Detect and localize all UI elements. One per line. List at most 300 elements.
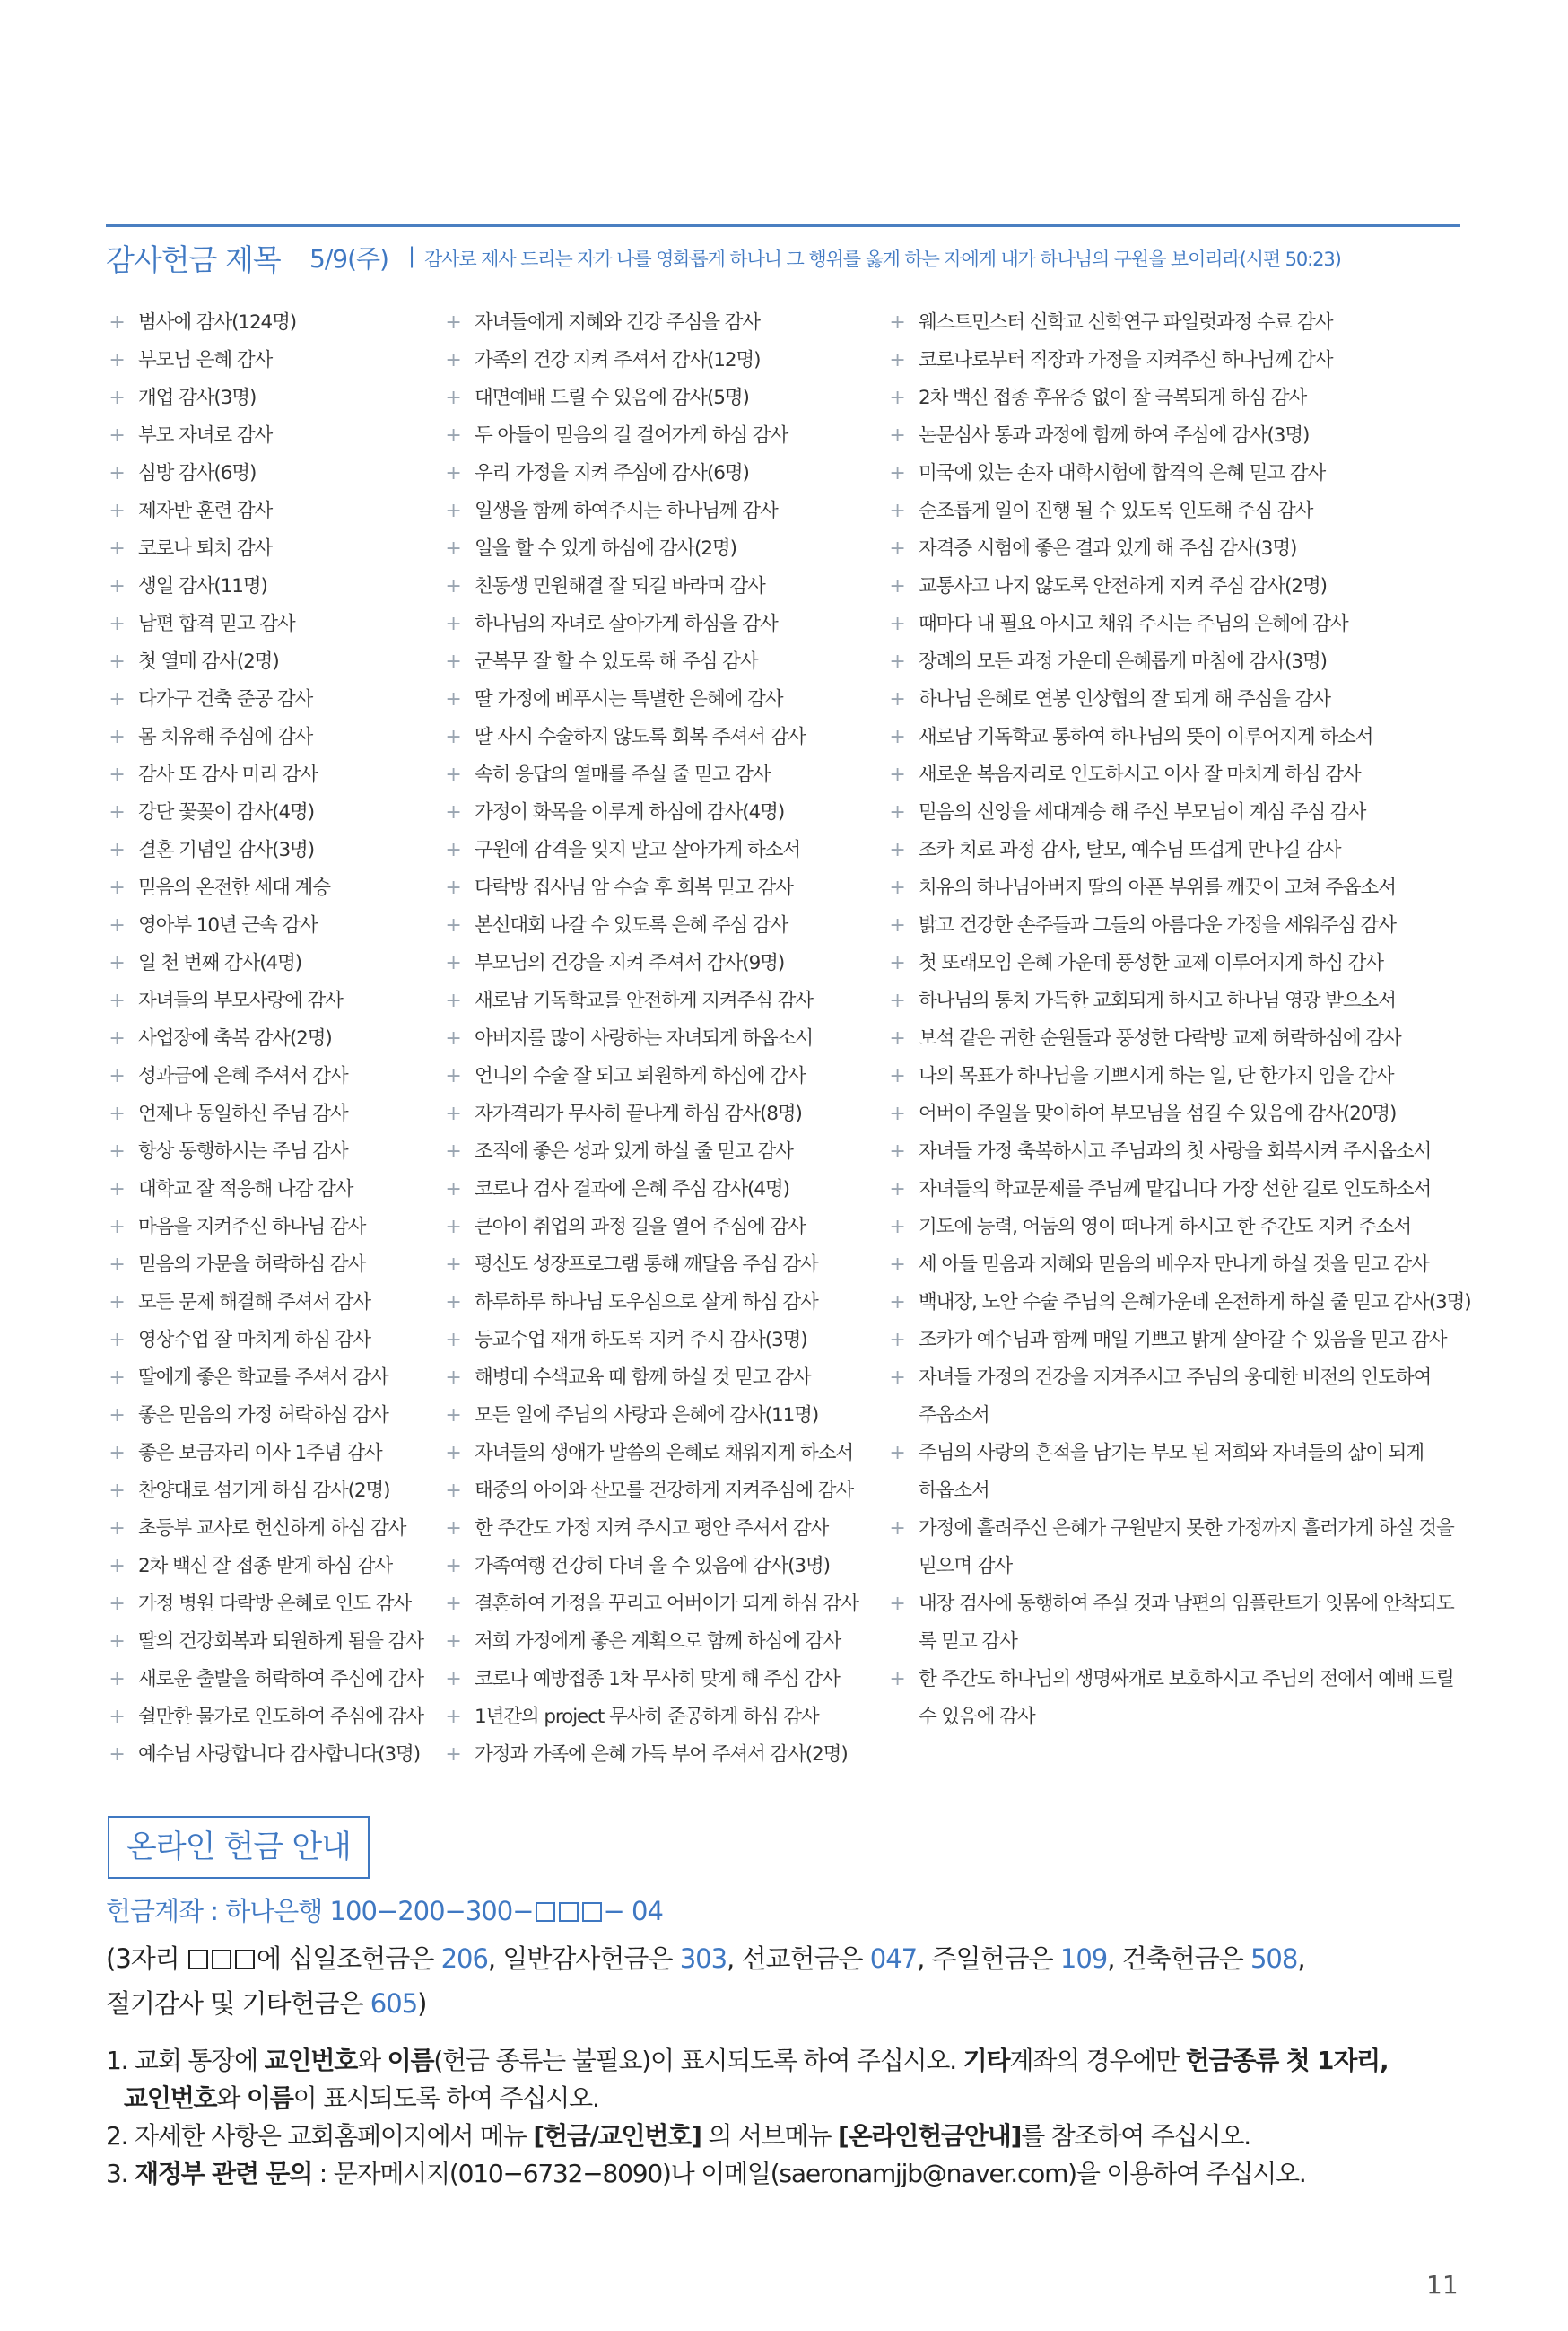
plus-bullet-icon: +	[445, 650, 461, 673]
plus-bullet-icon: +	[889, 424, 905, 447]
plus-bullet-icon: +	[889, 1140, 905, 1163]
thanks-item-text: 코로나 예방접종 1차 무사히 맞게 해 주심 감사	[475, 1668, 840, 1690]
plus-bullet-icon: +	[445, 1140, 461, 1163]
plus-bullet-icon: +	[109, 349, 125, 371]
thanks-item-text: 감사 또 감사 미리 감사	[138, 764, 318, 786]
plus-bullet-icon: +	[889, 1366, 905, 1389]
thanks-item	[106, 417, 438, 455]
plus-bullet-icon: +	[445, 537, 461, 560]
plus-bullet-icon: +	[889, 764, 905, 786]
thanks-item	[886, 794, 1469, 832]
thanks-item-text: 몸 치유해 주심에 감사	[138, 726, 313, 748]
plus-bullet-icon: +	[109, 1291, 125, 1314]
plus-bullet-icon: +	[109, 1555, 125, 1577]
plus-bullet-icon: +	[445, 349, 461, 371]
plus-bullet-icon: +	[109, 1668, 125, 1690]
plus-bullet-icon: +	[109, 914, 125, 937]
thanks-item	[886, 530, 1469, 568]
placeholder-box	[536, 1902, 555, 1922]
thanks-item-text: 부모 자녀로 감사	[138, 424, 273, 447]
thanks-item	[106, 1623, 438, 1661]
plus-bullet-icon: +	[445, 1668, 461, 1690]
plus-bullet-icon: +	[889, 1253, 905, 1276]
thanks-item	[442, 1397, 882, 1435]
thanks-item-text: 좋은 보금자리 이사 1주념 감사	[138, 1442, 382, 1464]
thanks-item-text: 하루하루 하나님 도우심으로 살게 하심 감사	[475, 1291, 818, 1314]
thanks-item-text: 믿으며 감사	[919, 1555, 1013, 1577]
thanks-item	[886, 455, 1469, 493]
thanks-item-text: 딸에게 좋은 학교를 주셔서 감사	[138, 1366, 388, 1389]
plus-bullet-icon: +	[445, 990, 461, 1012]
plus-bullet-icon: +	[889, 1593, 905, 1615]
plus-bullet-icon: +	[445, 839, 461, 861]
thanks-item-text: 2차 백신 접종 후유증 없이 잘 극복되게 하심 감사	[919, 387, 1307, 409]
plus-bullet-icon: +	[109, 1140, 125, 1163]
thanks-item-text: 가정 병원 다락방 은혜로 인도 감사	[138, 1593, 412, 1615]
thanks-item	[106, 681, 438, 719]
thanks-item	[442, 907, 882, 945]
plus-bullet-icon: +	[445, 1517, 461, 1540]
thanks-item-text: 가족여행 건강히 다녀 올 수 있음에 감사(3명)	[475, 1555, 830, 1577]
thanks-item	[442, 1736, 882, 1774]
plus-bullet-icon: +	[445, 1366, 461, 1389]
plus-bullet-icon: +	[889, 613, 905, 635]
thanks-item	[886, 1359, 1469, 1435]
plus-bullet-icon: +	[109, 952, 125, 974]
thanks-item	[442, 304, 882, 342]
thanks-item-text: 코로나 퇴치 감사	[138, 537, 273, 560]
plus-bullet-icon: +	[109, 387, 125, 409]
plus-bullet-icon: +	[109, 1027, 125, 1050]
thanks-item	[442, 380, 882, 417]
thanks-item-text: 주옵소서	[919, 1404, 989, 1427]
thanks-item	[106, 1698, 438, 1736]
thanks-item-text: 남편 합격 믿고 감사	[138, 613, 295, 635]
plus-bullet-icon: +	[889, 349, 905, 371]
thanks-item-text: 딸 가정에 베푸시는 특별한 은혜에 감사	[475, 688, 783, 711]
thanks-item-text: 수 있음에 감사	[919, 1706, 1035, 1728]
note-bold: 재정부 관련 문의	[135, 2159, 313, 2188]
thanks-item	[886, 1510, 1469, 1585]
thanks-item-text: 가정에 흘려주신 은혜가 구원받지 못한 가정까지 흘러가게 하실 것을	[919, 1517, 1454, 1540]
thanks-item-text: 새로남 기독학교를 안전하게 지켜주심 감사	[475, 990, 813, 1012]
thanks-item	[442, 1058, 882, 1096]
plus-bullet-icon: +	[109, 1442, 125, 1464]
plus-bullet-icon: +	[445, 1065, 461, 1087]
sunday-code: 109	[1059, 1943, 1108, 1974]
plus-bullet-icon: +	[445, 1329, 461, 1351]
thanks-item	[106, 530, 438, 568]
plus-bullet-icon: +	[445, 688, 461, 711]
thanks-item-text: 조카가 예수님과 함께 매일 기쁘고 밝게 살아갈 수 있음을 믿고 감사	[919, 1329, 1447, 1351]
thanks-item-text: 조직에 좋은 성과 있게 하실 줄 믿고 감사	[475, 1140, 793, 1163]
plus-bullet-icon: +	[109, 688, 125, 711]
thanks-item-text: 해병대 수색교육 때 함께 하실 것 믿고 감사	[475, 1366, 811, 1389]
note-text: 계좌의 경우에만	[1009, 2046, 1186, 2075]
thanks-item	[886, 1171, 1469, 1209]
tithe-code: 206	[440, 1943, 488, 1974]
thanks-item-text: 다락방 집사님 암 수술 후 회복 믿고 감사	[475, 877, 793, 899]
plus-bullet-icon: +	[889, 990, 905, 1012]
offering-codes	[106, 1936, 1469, 2026]
plus-bullet-icon: +	[109, 311, 125, 334]
plus-bullet-icon: +	[445, 613, 461, 635]
plus-bullet-icon: +	[445, 1103, 461, 1125]
account-suffix: − 04	[603, 1896, 663, 1926]
plus-bullet-icon: +	[445, 1743, 461, 1766]
thanks-item-text: 미국에 있는 손자 대학시험에 합격의 은혜 믿고 감사	[919, 462, 1326, 485]
note-bold: 기타	[963, 2046, 1010, 2075]
thanks-item	[886, 1020, 1469, 1058]
thanks-item-text: 자녀들에게 지혜와 건강 주심을 감사	[475, 311, 760, 334]
plus-bullet-icon: +	[445, 500, 461, 522]
plus-bullet-icon: +	[109, 764, 125, 786]
plus-bullet-icon: +	[889, 839, 905, 861]
codes-text: , 주일헌금은	[917, 1943, 1060, 1974]
thanks-item-text: 자녀들의 생애가 말씀의 은혜로 채워지게 하소서	[475, 1442, 854, 1464]
placeholder-box	[582, 1902, 602, 1922]
plus-bullet-icon: +	[109, 613, 125, 635]
thanks-item	[886, 1322, 1469, 1359]
note-text: 를 참조하여 주십시오.	[1021, 2121, 1250, 2151]
plus-bullet-icon: +	[109, 1630, 125, 1653]
plus-bullet-icon: +	[889, 575, 905, 598]
plus-bullet-icon: +	[109, 1706, 125, 1728]
thanks-item	[886, 1209, 1469, 1246]
thanks-item-text: 조카 치료 과정 감사, 탈모, 예수님 뜨겁게 만나길 감사	[919, 839, 1341, 861]
thanks-item	[442, 945, 882, 982]
thanks-item-text: 일 천 번째 감사(4명)	[138, 952, 302, 974]
thanks-item-text: 저희 가정에게 좋은 계획으로 함께 하심에 감사	[475, 1630, 841, 1653]
plus-bullet-icon: +	[889, 952, 905, 974]
thanks-item-text: 밝고 건강한 손주들과 그들의 아름다운 가정을 세워주심 감사	[919, 914, 1396, 937]
thanks-item-text: 코로나 검사 결과에 은혜 주심 감사(4명)	[475, 1178, 789, 1200]
plus-bullet-icon: +	[445, 1593, 461, 1615]
plus-bullet-icon: +	[445, 1404, 461, 1427]
thanks-item-text: 언제나 동일하신 주님 감사	[138, 1103, 348, 1125]
thanks-item-text: 아버지를 많이 사랑하는 자녀되게 하옵소서	[475, 1027, 813, 1050]
plus-bullet-icon: +	[109, 1253, 125, 1276]
thanks-item-text: 믿음의 신앙을 세대계승 해 주신 부모님이 계심 주심 감사	[919, 801, 1366, 824]
thanks-item	[442, 869, 882, 907]
thanks-item-text: 마음을 지켜주신 하나님 감사	[138, 1216, 366, 1238]
thanks-item-text: 첫 열매 감사(2명)	[138, 650, 279, 673]
thanks-item	[886, 380, 1469, 417]
header-separator: |	[408, 243, 416, 268]
thanks-item	[106, 493, 438, 530]
thanks-item-text: 논문심사 통과 과정에 함께 하여 주심에 감사(3명)	[919, 424, 1310, 447]
plus-bullet-icon: +	[445, 1480, 461, 1502]
thanks-code: 303	[679, 1943, 727, 1974]
thanks-item-text: 평신도 성장프로그램 통해 깨달음 주심 감사	[475, 1253, 818, 1276]
thanks-item-text: 쉴만한 물가로 인도하여 주심에 감사	[138, 1706, 423, 1728]
thanks-item	[106, 1359, 438, 1397]
thanks-item-text: 자녀들의 학교문제를 주님께 맡깁니다 가장 선한 길로 인도하소서	[919, 1178, 1432, 1200]
thanks-item-text: 교통사고 나지 않도록 안전하게 지켜 주심 감사(2명)	[919, 575, 1327, 598]
thanks-item	[442, 982, 882, 1020]
plus-bullet-icon: +	[889, 311, 905, 334]
plus-bullet-icon: +	[109, 1329, 125, 1351]
scripture-verse: 감사로 제사 드리는 자가 나를 영화롭게 하나니 그 행위를 옳게 하는 자에게 내가 하나님의 구원을 보이리라(시편 50:23)	[424, 249, 1341, 270]
section-date: 5/9(주)	[309, 244, 388, 274]
thanks-item	[442, 1209, 882, 1246]
thanks-item	[886, 1585, 1469, 1661]
thanks-item-text: 대면예배 드릴 수 있음에 감사(5명)	[475, 387, 749, 409]
note-text: 와	[216, 2083, 247, 2113]
note-2	[106, 2117, 1469, 2155]
plus-bullet-icon: +	[889, 1291, 905, 1314]
thanks-item-text: 장례의 모든 과정 가운데 은혜롭게 마침에 감사(3명)	[919, 650, 1327, 673]
thanks-item	[442, 530, 882, 568]
plus-bullet-icon: +	[109, 990, 125, 1012]
placeholder-box	[559, 1902, 579, 1922]
thanks-item	[442, 1435, 882, 1472]
thanks-item	[886, 606, 1469, 643]
thanks-item	[886, 719, 1469, 756]
note-bold: [헌금/교인번호]	[533, 2121, 701, 2151]
thanks-item	[886, 1661, 1469, 1736]
note-bold: 교인번호	[124, 2083, 217, 2113]
thanks-item-text: 코로나로부터 직장과 가정을 지켜주신 하나님께 감사	[919, 349, 1333, 371]
plus-bullet-icon: +	[889, 500, 905, 522]
thanks-item	[106, 756, 438, 794]
plus-bullet-icon: +	[889, 1329, 905, 1351]
thanks-item	[442, 1020, 882, 1058]
plus-bullet-icon: +	[445, 462, 461, 485]
plus-bullet-icon: +	[445, 1706, 461, 1728]
thanks-item	[886, 982, 1469, 1020]
note-text: : 문자메시지(010−6732−8090)나 이메일(saeronamjjb@naver.com)을 이용하여 주십시오.	[312, 2159, 1306, 2188]
thanks-item	[442, 1472, 882, 1510]
thanks-item-text: 대학교 잘 적응해 나감 감사	[138, 1178, 353, 1200]
plus-bullet-icon: +	[109, 500, 125, 522]
plus-bullet-icon: +	[889, 650, 905, 673]
thanks-item-text: 자가격리가 무사히 끝나게 하심 감사(8명)	[475, 1103, 802, 1125]
thanks-item	[106, 1661, 438, 1698]
thanks-item-text: 결혼 기념일 감사(3명)	[138, 839, 314, 861]
thanks-item	[442, 1585, 882, 1623]
mission-code: 047	[869, 1943, 918, 1974]
thanks-item-text: 2차 백신 잘 접종 받게 하심 감사	[138, 1555, 393, 1577]
thanks-item	[886, 907, 1469, 945]
account-line	[106, 1891, 663, 1928]
thanks-item-text: 제자반 훈련 감사	[138, 500, 273, 522]
thanks-item-text: 초등부 교사로 헌신하게 하심 감사	[138, 1517, 406, 1540]
thanks-item	[106, 1435, 438, 1472]
thanks-item-text: 내장 검사에 동행하여 주실 것과 남편의 임플란트가 잇몸에 안착되도	[919, 1593, 1454, 1615]
thanks-item-text: 순조롭게 일이 진행 될 수 있도록 인도해 주심 감사	[919, 500, 1313, 522]
thanks-item-text: 개업 감사(3명)	[138, 387, 257, 409]
thanks-item	[442, 832, 882, 869]
section-title: 감사헌금 제목	[106, 242, 281, 277]
plus-bullet-icon: +	[109, 801, 125, 824]
thanks-item-text: 항상 동행하시는 주님 감사	[138, 1140, 348, 1163]
plus-bullet-icon: +	[445, 1216, 461, 1238]
thanks-item-text: 모든 문제 해결해 주셔서 감사	[138, 1291, 370, 1314]
thanks-item-text: 결혼하여 가정을 꾸리고 어버이가 되게 하심 감사	[475, 1593, 858, 1615]
thanks-item-text: 사업장에 축복 감사(2명)	[138, 1027, 332, 1050]
codes-text: (3자리	[106, 1943, 187, 1974]
note-bold: 헌금종류 첫 1자리,	[1185, 2046, 1389, 2075]
thanks-item-text: 하나님 은혜로 연봉 인상협의 잘 되게 해 주심을 감사	[919, 688, 1330, 711]
thanks-column-3	[886, 304, 1469, 1736]
thanks-item	[106, 643, 438, 681]
thanks-item-text: 한 주간도 가정 지켜 주시고 평안 주셔서 감사	[475, 1517, 829, 1540]
note-text: 3.	[106, 2159, 135, 2188]
thanks-item-text: 자격증 시험에 좋은 결과 있게 해 주심 감사(3명)	[919, 537, 1297, 560]
plus-bullet-icon: +	[889, 726, 905, 748]
thanks-item	[442, 417, 882, 455]
thanks-item	[106, 455, 438, 493]
plus-bullet-icon: +	[889, 1442, 905, 1464]
thanks-column-2	[442, 304, 882, 1774]
thanks-item	[106, 1322, 438, 1359]
thanks-item	[106, 1585, 438, 1623]
thanks-item	[442, 719, 882, 756]
plus-bullet-icon: +	[445, 1291, 461, 1314]
plus-bullet-icon: +	[109, 877, 125, 899]
thanks-item	[442, 1171, 882, 1209]
plus-bullet-icon: +	[445, 1253, 461, 1276]
thanks-item	[106, 1736, 438, 1774]
thanks-item	[106, 982, 438, 1020]
offering-notes	[106, 2042, 1469, 2193]
thanks-item-text: 가정과 가족에 은혜 가득 부어 주셔서 감사(2명)	[475, 1743, 848, 1766]
plus-bullet-icon: +	[109, 575, 125, 598]
thanks-item	[106, 719, 438, 756]
thanks-item	[106, 304, 438, 342]
plus-bullet-icon: +	[889, 914, 905, 937]
plus-bullet-icon: +	[889, 462, 905, 485]
thanks-item-text: 찬양대로 섬기게 하심 감사(2명)	[138, 1480, 390, 1502]
plus-bullet-icon: +	[109, 1480, 125, 1502]
thanks-item	[886, 304, 1469, 342]
plus-bullet-icon: +	[109, 726, 125, 748]
thanks-item-text: 보석 같은 귀한 순원들과 풍성한 다락방 교제 허락하심에 감사	[919, 1027, 1401, 1050]
thanks-item-text: 가족의 건강 지켜 주셔서 감사(12명)	[475, 349, 761, 371]
plus-bullet-icon: +	[889, 387, 905, 409]
plus-bullet-icon: +	[109, 1103, 125, 1125]
thanks-item-text: 자녀들의 부모사랑에 감사	[138, 990, 343, 1012]
plus-bullet-icon: +	[445, 311, 461, 334]
thanks-item	[106, 1548, 438, 1585]
note-1	[106, 2042, 1469, 2080]
placeholder-box	[212, 1950, 231, 1969]
note-text: 1. 교회 통장에	[106, 2046, 265, 2075]
thanks-item-text: 믿음의 온전한 세대 계승	[138, 877, 330, 899]
thanks-item	[106, 907, 438, 945]
plus-bullet-icon: +	[445, 1630, 461, 1653]
thanks-item	[106, 1020, 438, 1058]
codes-text: , 일반감사헌금은	[487, 1943, 680, 1974]
thanks-item	[442, 1133, 882, 1171]
thanks-item	[886, 1058, 1469, 1096]
plus-bullet-icon: +	[445, 1555, 461, 1577]
plus-bullet-icon: +	[445, 877, 461, 899]
thanks-item-text: 큰아이 취업의 과정 길을 열어 주심에 감사	[475, 1216, 806, 1238]
note-text: (헌금 종류는 불필요)이 표시되도록 하여 주십시오.	[433, 2046, 963, 2075]
header-rule	[106, 224, 1460, 227]
thanks-item-text: 백내장, 노안 수술 주님의 은혜가운데 온전하게 하실 줄 믿고 감사(3명)	[919, 1291, 1471, 1314]
thanks-item-text: 다가구 건축 준공 감사	[138, 688, 313, 711]
plus-bullet-icon: +	[889, 801, 905, 824]
plus-bullet-icon: +	[445, 1178, 461, 1200]
thanks-item	[106, 380, 438, 417]
note-bold: 이름	[387, 2046, 434, 2075]
plus-bullet-icon: +	[109, 1404, 125, 1427]
thanks-item	[886, 342, 1469, 380]
thanks-item	[442, 606, 882, 643]
plus-bullet-icon: +	[109, 462, 125, 485]
thanks-item	[886, 568, 1469, 606]
codes-text: )	[417, 1988, 427, 2019]
thanks-item-text: 때마다 내 필요 아시고 채워 주시는 주님의 은혜에 감사	[919, 613, 1348, 635]
thanks-item-text: 범사에 감사(124명)	[138, 311, 297, 334]
plus-bullet-icon: +	[445, 1027, 461, 1050]
plus-bullet-icon: +	[889, 1216, 905, 1238]
plus-bullet-icon: +	[889, 688, 905, 711]
thanks-item	[886, 1246, 1469, 1284]
thanks-item-text: 영상수업 잘 마치게 하심 감사	[138, 1329, 370, 1351]
thanks-item-text: 어버이 주일을 맞이하여 부모님을 섬길 수 있음에 감사(20명)	[919, 1103, 1397, 1125]
plus-bullet-icon: +	[109, 1065, 125, 1087]
thanks-item-text: 영아부 10년 근속 감사	[138, 914, 318, 937]
plus-bullet-icon: +	[109, 1743, 125, 1766]
thanks-item-text: 심방 감사(6명)	[138, 462, 257, 485]
thanks-item-text: 군복무 잘 할 수 있도록 해 주심 감사	[475, 650, 758, 673]
thanks-item-text: 하나님의 자녀로 살아가게 하심을 감사	[475, 613, 778, 635]
thanks-item	[442, 493, 882, 530]
thanks-item	[106, 945, 438, 982]
thanks-item-text: 새로운 복음자리로 인도하시고 이사 잘 마치게 하심 감사	[919, 764, 1361, 786]
thanks-item-text: 기도에 능력, 어둠의 영이 떠나게 하시고 한 주간도 지켜 주소서	[919, 1216, 1412, 1238]
thanks-item	[442, 1698, 882, 1736]
thanks-item	[106, 1510, 438, 1548]
plus-bullet-icon: +	[889, 537, 905, 560]
thanks-item-text: 두 아들이 믿음의 길 걸어가게 하심 감사	[475, 424, 788, 447]
note-bold: 이름	[246, 2083, 293, 2113]
note-1-cont	[106, 2080, 1469, 2117]
plus-bullet-icon: +	[109, 1178, 125, 1200]
thanks-item	[106, 342, 438, 380]
thanks-item-text: 하나님의 통치 가득한 교회되게 하시고 하나님 영광 받으소서	[919, 990, 1396, 1012]
thanks-item	[886, 681, 1469, 719]
thanks-item	[442, 1359, 882, 1397]
thanks-item-text: 나의 목표가 하나님을 기쁘시게 하는 일, 단 한가지 임을 감사	[919, 1065, 1394, 1087]
thanks-item-text: 믿음의 가문을 허락하심 감사	[138, 1253, 366, 1276]
thanks-item-text: 태중의 아이와 산모를 건강하게 지켜주심에 감사	[475, 1480, 854, 1502]
thanks-item	[106, 794, 438, 832]
thanks-item	[106, 1171, 438, 1209]
thanks-item	[106, 1096, 438, 1133]
building-code: 508	[1250, 1943, 1298, 1974]
plus-bullet-icon: +	[109, 1593, 125, 1615]
plus-bullet-icon: +	[109, 537, 125, 560]
thanks-item	[442, 1322, 882, 1359]
thanks-item-text: 자녀들 가정의 건강을 지켜주시고 주님의 웅대한 비전의 인도하여	[919, 1366, 1432, 1389]
thanks-item-text: 새로남 기독학교 통하여 하나님의 뜻이 이루어지게 하소서	[919, 726, 1373, 748]
thanks-item-text: 모든 일에 주님의 사랑과 은혜에 감사(11명)	[475, 1404, 819, 1427]
thanks-item-text: 치유의 하나님아버지 딸의 아픈 부위를 깨끗이 고쳐 주옵소서	[919, 877, 1396, 899]
thanks-item	[106, 1246, 438, 1284]
thanks-item	[106, 1209, 438, 1246]
plus-bullet-icon: +	[109, 839, 125, 861]
thanks-item	[886, 1284, 1469, 1322]
section-header	[106, 237, 1469, 282]
thanks-item-text: 부모님 은혜 감사	[138, 349, 273, 371]
codes-text: ,	[1297, 1943, 1305, 1974]
note-text: 2. 자세한 사항은 교회홈페이지에서 메뉴	[106, 2121, 534, 2151]
